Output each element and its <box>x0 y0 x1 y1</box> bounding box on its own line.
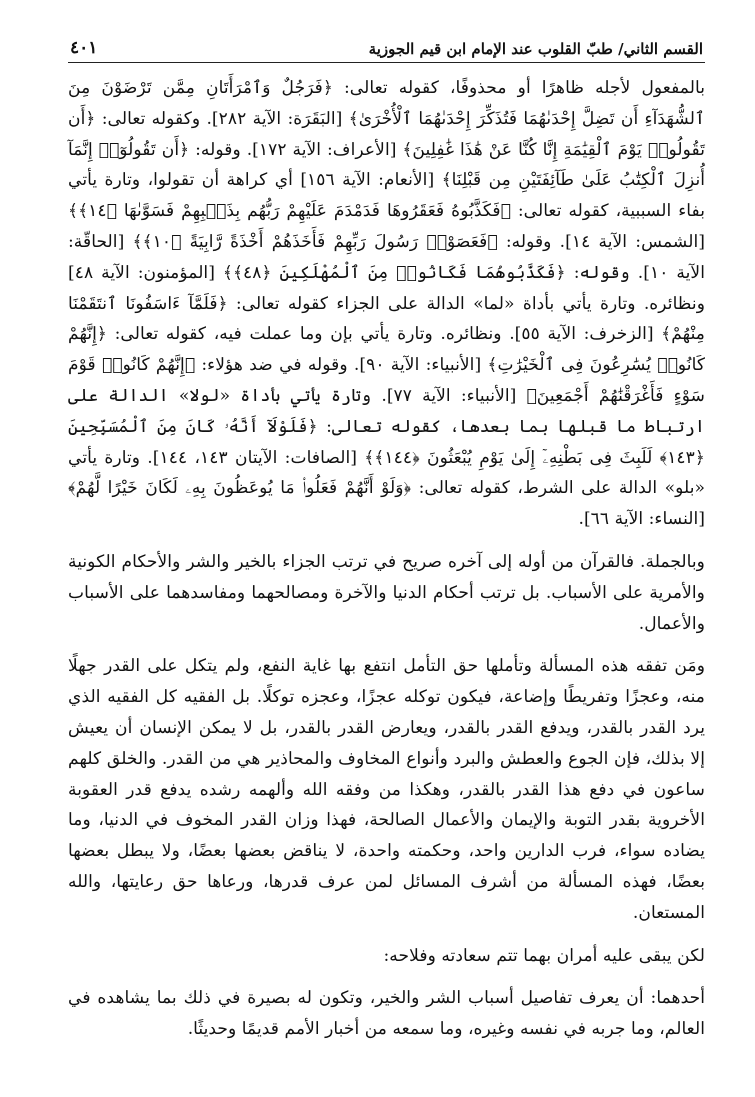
paragraph-first-matter: أحدهما: أن يعرف تفاصيل أسباب الشر والخير، وتكون له بصيرة في ذلك بما يشاهده في العالم، وما جربه في نفسه وغيره، وما سمعه من أخبار الأمم قديمًا وحديثًا. <box>68 988 705 1040</box>
running-header <box>68 30 705 63</box>
page-number: ٤٠١ <box>70 38 98 58</box>
paragraph-two-matters-intro: لكن يبقى عليه أمران بهما تتم سعادته وفلاحه: <box>383 945 705 966</box>
paragraph-causal-particles: بالمفعول لأجله ظاهرًا أو محذوفًا، كقوله تعالى: ﴿فَرَجُلٌ وَٱمْرَأَتَانِ مِمَّن تَرْضَوْنَ مِنَ ٱلشُّهَدَآءِ أَن تَضِلَّ إِحْدَىٰهُمَا فَتُذَكِّرَ إِحْدَىٰهُمَا ٱلْأُخْرَىٰ﴾ [البَقَرَة: الآية ٢٨٢]. وكقوله تعالى: ﴿أَن تَقُولُوا۟ يَوْمَ ٱلْقِيَٰمَةِ إِنَّا كُنَّا عَنْ هَٰذَا غَٰفِلِينَ﴾ [الأعراف: الآية ١٧٢]. وقوله: ﴿أَن تَقُولُوٓا۟ إِنَّمَآ أُنزِلَ ٱلْكِتَٰبُ عَلَىٰ طَآئِفَتَيْنِ مِن قَبْلِنَا﴾ [الأنعام: الآية ١٥٦] أي كراهة أن تقولوا، وتارة يأتي بفاء السببية، كقوله تعالى: ﴿فَكَذَّبُوهُ فَعَقَرُوهَا فَدَمْدَمَ عَلَيْهِمْ رَبُّهُم بِذَنۢبِهِمْ فَسَوَّىٰهَا ﴿١٤﴾﴾ [الشمس: الآية ١٤]. وقوله: ﴿فَعَصَوْا۟ رَسُولَ رَبِّهِمْ فَأَخَذَهُمْ أَخْذَةً رَّابِيَةً ﴿١٠﴾﴾ [الحاقّة: الآية ١٠]. وقوله: ﴿فَكَذَّبُوهُمَا فَكَانُوا۟ مِنَ ٱلْمُهْلَكِينَ ﴿٤٨﴾﴾ [المؤمنون: الآية ٤٨] ونظائره. وتارة يأتي بأداة «لما» الدالة على الجزاء كقوله تعالى: ﴿فَلَمَّآ ءَاسَفُونَا ٱنتَقَمْنَا مِنْهُمْ﴾ [الزخرف: الآية ٥٥]. ونظائره. وتارة يأتي بإن وما عملت فيه، كقوله تعالى: ﴿إِنَّهُمْ كَانُوا۟ يُسَٰرِعُونَ فِى ٱلْخَيْرَٰتِ﴾ [الأنبياء: الآية ٩٠]. وقوله في ضد هؤلاء: ﴿إِنَّهُمْ كَانُوا۟ قَوْمَ سَوْءٍ فَأَغْرَقْنَٰهُمْ أَجْمَعِينَ﴾ [الأنبياء: الآية ٧٧]. وتارة يأتي بأداة «لولا» الدالة على ارتباط ما قبلها بما بعدها، كقوله تعالى: ﴿فَلَوْلَآ أَنَّهُۥ كَانَ مِنَ ٱلْمُسَبِّحِينَ ﴿١٤٣﴾ لَلَبِثَ فِى بَطْنِهِۦٓ إِلَىٰ يَوْمِ يُبْعَثُونَ ﴿١٤٤﴾﴾ [الصافات: الآيتان ١٤٣، ١٤٤]. وتارة يأتي «بلو» الدالة على الشرط، كقوله تعالى: ﴿وَلَوْ أَنَّهُمْ فَعَلُوا۟ مَا يُوعَظُونَ بِهِۦ لَكَانَ خَيْرًا لَّهُمْ﴾ [النساء: الآية ٦٦]. <box>68 78 706 530</box>
book-page <box>68 30 705 1077</box>
paragraph-summary: وبالجملة. فالقرآن من أوله إلى آخره صريح في ترتب الجزاء بالخير والشر والأحكام الكونية والأمرية على الأسباب. بل ترتب أحكام الدنيا والآخرة ومصالحهما ومفاسدهما على الأسباب والأعمال. <box>68 551 705 634</box>
paragraph-predestination: ومَن تفقه هذه المسألة وتأملها حق التأمل انتفع بها غاية النفع، ولم يتكل على القدر جهلًا منه، وعجزًا وتفريطًا وإضاعة، فيكون توكله عجزًا، وعجزه توكلًا. بل الفقيه كل الفقيه الذي يرد القدر بالقدر، ويدفع القدر بالقدر، ويعارض القدر بالقدر، بل لا يمكن الإنسان أن يعيش إلا بذلك، فإن الجوع والعطش والبرد وأنواع المخاوف والمحاذير هي من القدر. والخلق كلهم ساعون في دفع هذا القدر بالقدر، وهكذا من وفقه الله وألهمه رشده يدفع قدر العقوبة الأخروية بقدر التوبة والإيمان والأعمال الصالحة، فهذا وزان القدر المخوف في الدنيا، وما يضاده سواء، فرب الدارين واحد، وحكمته واحدة، لا يناقض بعضها بعضًا، ولا يبطل بعضها بعضًا، فهذه المسألة من أشرف المسائل لمن عرف قدرها، ورعاها حق رعايتها، والله المستعان. <box>68 656 705 923</box>
header-title: القسم الثاني/ طبّ القلوب عند الإمام ابن قيم الجوزية <box>368 40 703 58</box>
page-body <box>68 73 705 1045</box>
